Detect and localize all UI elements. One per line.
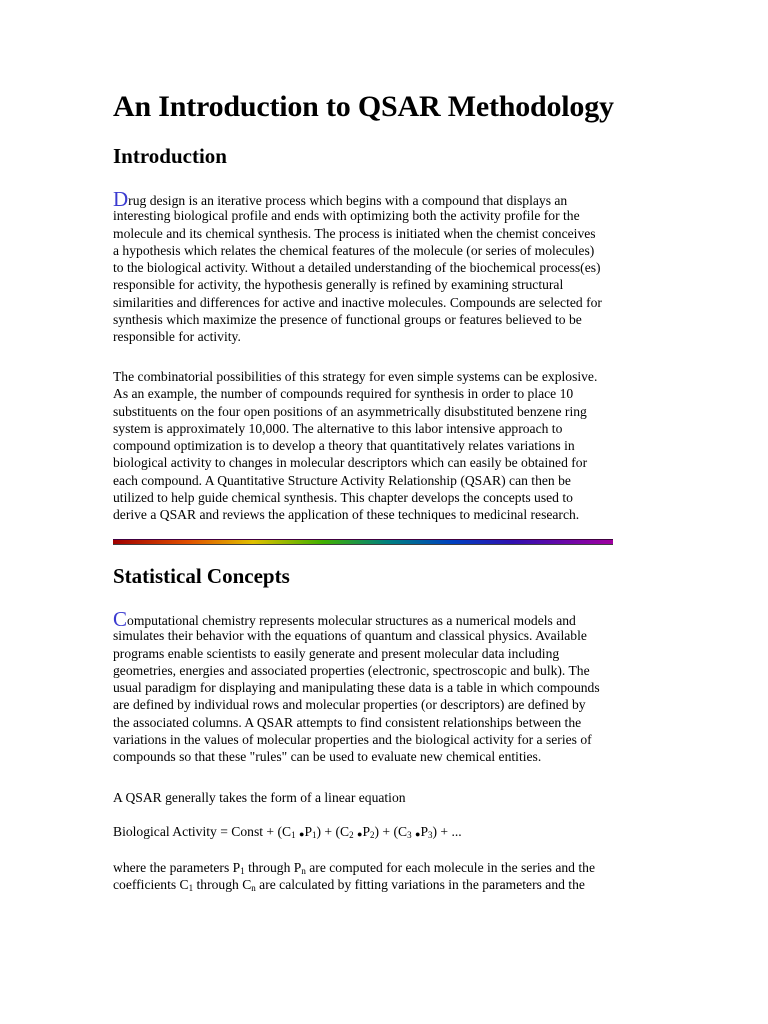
paragraph-line: usual paradigm for displaying and manipulating these data is a table in which compounds [113, 680, 600, 696]
stat-paragraph-1 [113, 607, 633, 766]
paragraph-line: responsible for activity. [113, 329, 241, 345]
paragraph-line: are defined by individual rows and molecular properties (or descriptors) are defined by [113, 697, 586, 713]
paragraph-text: through C [193, 877, 252, 893]
intro-paragraph-2 [113, 368, 633, 524]
paragraph-line: to the biological activity. Without a detailed understanding of the biochemical process(es) [113, 260, 601, 276]
subscript: 1 [312, 830, 317, 840]
paragraph-line: compound optimization is to develop a theory that quantitatively relates variations in [113, 438, 575, 454]
paragraph-line: a hypothesis which relates the chemical features of the molecule (or series of molecules) [113, 242, 595, 258]
paragraph-line: derive a QSAR and reviews the application of these techniques to medicinal research. [113, 507, 580, 523]
equation-text: P [420, 824, 428, 839]
subscript: 1 [240, 866, 245, 876]
paragraph-line: responsible for activity, the hypothesis generally is refined by examining structural [113, 277, 564, 293]
paragraph-line: substituents on the four open positions of an asymmetrically disubstituted benzene ring [113, 403, 587, 419]
paragraph-line: utilized to help guide chemical synthesis. This chapter develops the concepts used to [113, 490, 573, 506]
subscript: 3 [407, 830, 412, 840]
paragraph-line: simulates their behavior with the equations of quantum and classical physics. Available [113, 628, 587, 644]
qsar-equation [113, 823, 633, 840]
equation-text: ) + (C [374, 824, 408, 839]
paragraph-text: coefficients C [113, 877, 189, 893]
multiply-dot: ● [299, 829, 305, 839]
equation-line [113, 823, 633, 840]
paragraph-line [113, 187, 633, 211]
paragraph-line: As an example, the number of compounds required for synthesis in order to place 10 [113, 386, 574, 402]
paragraph-line: biological activity to changes in molecular descriptors which can easily be obtained for [113, 455, 588, 471]
intro-paragraph-1 [113, 187, 633, 346]
stat-paragraph-4 [113, 859, 633, 894]
drop-cap: C [113, 607, 128, 631]
rainbow-divider [113, 540, 613, 544]
equation-text: ) + (C [316, 824, 350, 839]
paragraph-line [113, 876, 633, 893]
subscript: n [251, 883, 256, 894]
stat-paragraph-2 [113, 789, 633, 806]
multiply-dot: ● [415, 829, 421, 839]
paragraph-line: compounds so that these "rules" can be used to evaluate new chemical entities. [113, 749, 542, 765]
drop-cap: D [113, 187, 129, 211]
paragraph-text: through P [244, 860, 302, 875]
paragraph-line: system is approximately 10,000. The alternative to this labor intensive approach to [113, 420, 563, 436]
page-title: An Introduction to QSAR Methodology [113, 90, 614, 123]
equation-text: ) + ... [432, 824, 462, 839]
paragraph-line: The combinatorial possibilities of this strategy for even simple systems can be explosive. [113, 369, 598, 384]
section-heading-statistical-concepts: Statistical Concepts [113, 564, 290, 588]
paragraph-line: the associated columns. A QSAR attempts to find consistent relationships between the [113, 714, 582, 730]
subscript: 1 [291, 830, 296, 840]
paragraph-first-line: omputational chemistry represents molecular structures as a numerical models and [127, 613, 576, 628]
paragraph-line: geometries, energies and associated properties (electronic, spectroscopic and bulk). The [113, 662, 590, 678]
equation-text: Biological Activity = Const + (C [113, 824, 292, 839]
paragraph-text: are computed for each molecule in the series and the [305, 860, 595, 875]
section-heading-introduction: Introduction [113, 144, 227, 168]
paragraph-line: molecule and its chemical synthesis. The process is initiated when the chemist conceives [113, 225, 596, 241]
equation-text: P [304, 824, 312, 839]
equation-text: P [362, 824, 370, 839]
subscript: 1 [188, 883, 194, 894]
paragraph-text: where the parameters P [113, 860, 241, 875]
paragraph-text: are calculated by fitting variations in the parameters and the [255, 877, 585, 893]
paragraph-line: A QSAR generally takes the form of a linear equation [113, 790, 406, 805]
subscript: 3 [428, 830, 433, 840]
subscript: 2 [349, 830, 354, 840]
paragraph-line: variations in the values of molecular properties and the biological activity for a series of [113, 732, 592, 748]
paragraph-line [113, 607, 633, 631]
subscript: 2 [370, 830, 375, 840]
multiply-dot: ● [357, 829, 363, 839]
paragraph-line: synthesis which maximize the presence of functional groups or features believed to be [113, 312, 582, 328]
paragraph-line [113, 859, 633, 876]
subscript: n [301, 866, 306, 876]
paragraph-line: each compound. A Quantitative Structure Activity Relationship (QSAR) can then be [113, 472, 571, 488]
paragraph-line: programs enable scientists to easily generate and present molecular data including [113, 645, 560, 661]
paragraph-first-line: rug design is an iterative process which begins with a compound that displays an [128, 193, 568, 208]
paragraph-line: similarities and differences for active and inactive molecules. Compounds are selected for [113, 294, 602, 310]
paragraph-line: interesting biological profile and ends with optimizing both the activity profile for the [113, 208, 580, 224]
